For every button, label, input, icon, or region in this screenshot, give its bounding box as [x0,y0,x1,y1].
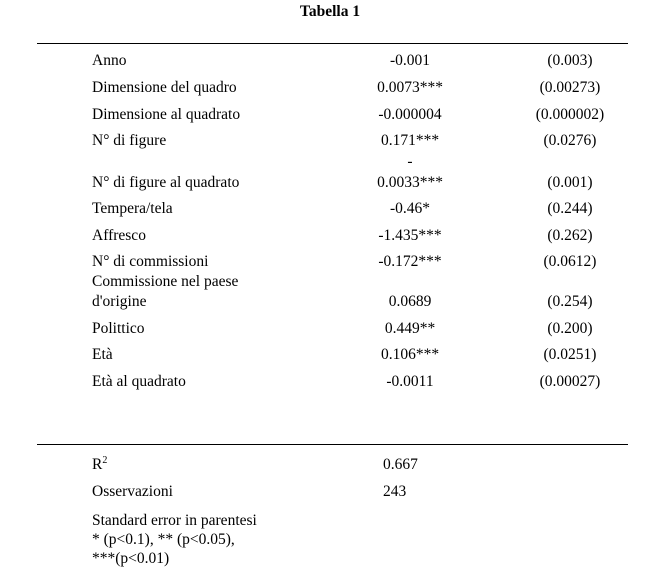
obs-label: Osservazioni [92,483,173,500]
row-coef-figure: 0.171*** [380,132,440,149]
table-notes [92,511,352,568]
row-label-figure: N° di figure [92,132,167,149]
row-coef-paese: 0.0689 [388,293,432,310]
bottom-rule [37,444,628,445]
row-coef-tempera: -0.46* [389,200,431,217]
note-line-2: * (p<0.1), ** (p<0.05), [92,531,235,548]
row-se-figure: (0.0276) [543,132,597,149]
row-coef-affresco: -1.435*** [378,227,442,244]
top-rule [37,43,628,44]
note-line-3: ***(p<0.01) [92,550,170,567]
row-label-tempera: Tempera/tela [92,200,173,217]
row-coef-eta: 0.106*** [380,346,440,363]
table-title: Tabella 1 [299,3,361,20]
row-label-paese-line1: Commissione nel paese [92,273,239,290]
row-label-anno: Anno [92,52,127,69]
row-se-paese: (0.254) [547,293,593,310]
row-se-commissioni: (0.0612) [543,253,597,270]
row-coef-commissioni: -0.172*** [378,253,442,270]
row-se-dimensione: (0.00273) [539,79,601,96]
row-se-eta: (0.0251) [543,346,597,363]
row-coef-eta-quadrato: -0.0011 [386,373,434,390]
row-label-dimensione: Dimensione del quadro [92,79,237,96]
row-label-affresco: Affresco [92,227,146,244]
row-coef-dimensione: 0.0073*** [377,79,443,96]
row-se-eta-quadrato: (0.00027) [539,373,601,390]
row-coef-polittico: 0.449** [384,320,436,337]
row-label-paese-line2: d'origine [92,293,147,310]
row-se-affresco: (0.262) [547,227,593,244]
row-se-anno: (0.003) [547,52,593,69]
row-se-dimensione-quadrato: (0.000002) [535,106,605,123]
r2-label-text: R [92,456,103,473]
row-coef-anno: -0.001 [389,52,431,69]
r2-value: 0.667 [383,456,418,473]
r2-label-sup: 2 [102,454,108,466]
row-label-dimensione-quadrato: Dimensione al quadrato [92,106,241,123]
obs-value: 243 [383,483,407,500]
row-coef-figure-quadrato: 0.0033*** [377,174,443,191]
row-coef-dash-figure-quadrato: - [407,153,413,170]
row-se-tempera: (0.244) [547,200,593,217]
row-label-figure-quadrato: N° di figure al quadrato [92,174,240,191]
row-label-polittico: Polittico [92,320,145,337]
row-label-eta: Età [92,346,113,363]
row-label-eta-quadrato: Età al quadrato [92,373,186,390]
r2-label [92,456,107,474]
row-se-polittico: (0.200) [547,320,593,337]
note-line-1: Standard error in parentesi [92,512,257,529]
row-label-commissioni: N° di commissioni [92,253,209,270]
row-coef-dimensione-quadrato: -0.000004 [378,106,442,123]
row-se-figure-quadrato: (0.001) [547,174,593,191]
